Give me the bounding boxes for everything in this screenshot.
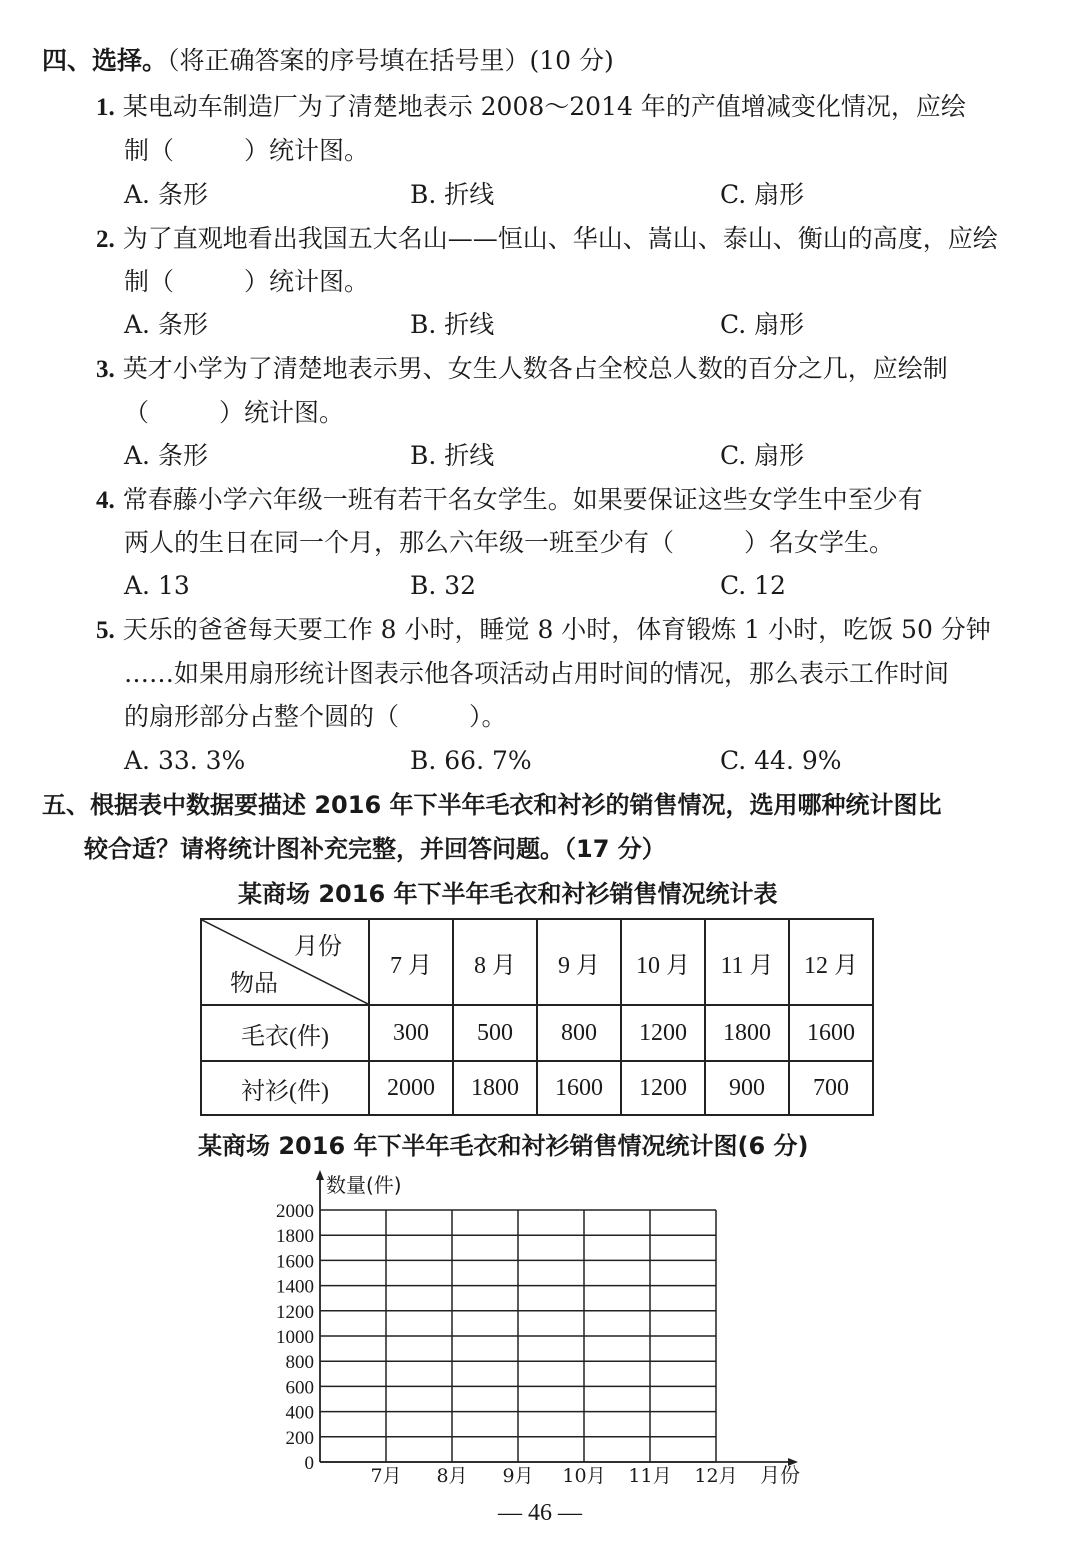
section5-heading: 五、根据表中数据要描述 2016 年下半年毛衣和衬衫的销售情况，选用哪种统计图比: [42, 791, 942, 819]
table-cell: 500: [453, 1005, 537, 1061]
q3-line2: [124, 396, 344, 430]
q5-line1: [96, 613, 991, 648]
q5-line3: [124, 700, 507, 734]
q1-option-c[interactable]: C. 扇形: [720, 180, 805, 209]
page-number: — 46 —: [498, 1500, 582, 1526]
table-cell: 1800: [705, 1005, 789, 1061]
q1-line2: [124, 134, 369, 168]
q3-option-b[interactable]: B. 折线: [410, 441, 495, 470]
x-tick-label: 9月: [502, 1465, 534, 1487]
table-cell: 1600: [537, 1061, 621, 1115]
q2-text: 为了直观地看出我国五大名山——恒山、华山、嵩山、泰山、衡山的高度，应绘: [122, 224, 998, 253]
y-tick-label: 400: [285, 1402, 314, 1424]
table-cell: 1200: [621, 1005, 705, 1061]
q2-text-a: 制（: [124, 267, 175, 296]
table-cell: 1200: [621, 1061, 705, 1115]
x-tick-label: 11月: [628, 1465, 672, 1487]
y-tick-label: 1800: [276, 1226, 314, 1248]
table-cell: 900: [705, 1061, 789, 1115]
q4-option-b[interactable]: B. 32: [410, 571, 477, 600]
table-row: [201, 1061, 873, 1115]
section4-heading: 四、选择。: [42, 46, 168, 75]
y-tick-label: 1600: [276, 1251, 314, 1273]
month-header-cell: 9 月: [537, 919, 621, 1005]
table-cell: 2000: [369, 1061, 453, 1115]
table-cell: 700: [789, 1061, 873, 1115]
section4-heading-line: [42, 44, 614, 78]
q5-option-a[interactable]: A. 33. 3%: [124, 746, 246, 775]
y-axis-label: 数量(件): [326, 1173, 402, 1197]
y-tick-label: 2000: [276, 1201, 314, 1222]
q4-text: 常春藤小学六年级一班有若干名女学生。如果要保证这些女学生中至少有: [122, 485, 923, 514]
y-tick-label: 1200: [276, 1301, 314, 1323]
table-header-row: [201, 919, 873, 1005]
x-tick-label: 12月: [694, 1465, 738, 1487]
month-header-cell: 12 月: [789, 919, 873, 1005]
q2-option-c[interactable]: C. 扇形: [720, 310, 805, 339]
corner-month-label: 月份: [294, 934, 342, 960]
q3-text-a: （: [124, 398, 150, 427]
q4-option-a[interactable]: A. 13: [124, 571, 190, 600]
q4-text-a: 两人的生日在同一个月，那么六年级一班至少有（: [124, 528, 675, 557]
q4-line1: [96, 483, 923, 518]
section5-heading-cont: 较合适？请将统计图补充完整，并回答问题。（17 分）: [84, 835, 666, 863]
q1-text-a: 制（: [124, 136, 175, 165]
q1-line1: [96, 90, 966, 125]
y-tick-label: 0: [304, 1453, 314, 1474]
table-cell: 800: [537, 1005, 621, 1061]
q3-number: 3.: [96, 356, 115, 383]
x-tick-label: 8月: [436, 1465, 468, 1487]
corner-item-label: 物品: [230, 971, 278, 997]
q4-number: 4.: [96, 487, 115, 514]
q4-text-b: ）名女学生。: [744, 528, 895, 557]
q3-text-b: ）统计图。: [219, 398, 345, 427]
q5-option-b[interactable]: B. 66. 7%: [410, 746, 532, 775]
q4-line2: [124, 526, 894, 560]
table-cell: 1600: [789, 1005, 873, 1061]
month-header-cell: 10 月: [621, 919, 705, 1005]
q5-option-c[interactable]: C. 44. 9%: [720, 746, 842, 775]
x-tick-label: 10月: [562, 1465, 606, 1487]
y-tick-label: 1400: [276, 1276, 314, 1298]
q2-line2: [124, 265, 369, 299]
table-row: [201, 1005, 873, 1061]
q5-line2: ……如果用扇形统计图表示他各项活动占用时间的情况，那么表示工作时间: [124, 659, 950, 688]
q1-text-b: ）统计图。: [244, 136, 370, 165]
x-axis-label: 月份: [760, 1463, 800, 1487]
q4-option-c[interactable]: C. 12: [720, 571, 786, 600]
table-cell: 300: [369, 1005, 453, 1061]
q3-text: 英才小学为了清楚地表示男、女生人数各占全校总人数的百分之几，应绘制: [122, 354, 948, 383]
y-axis-arrow: [316, 1170, 324, 1180]
corner-diagonal: [202, 920, 368, 1004]
table-title: 某商场 2016 年下半年毛衣和衬衫销售情况统计表: [238, 880, 778, 908]
q3-option-c[interactable]: C. 扇形: [720, 441, 805, 470]
q3-option-a[interactable]: A. 条形: [124, 441, 208, 470]
y-tick-label: 800: [285, 1352, 314, 1374]
q5-text: 天乐的爸爸每天要工作 8 小时，睡觉 8 小时，体育锻炼 1 小时，吃饭 50 分钟: [122, 615, 991, 644]
q2-text-b: ）统计图。: [244, 267, 370, 296]
q3-line1: [96, 352, 948, 387]
q2-line1: [96, 222, 998, 257]
q1-number: 1.: [96, 94, 115, 121]
row-label-cell: 毛衣(件): [201, 1005, 369, 1061]
table-corner-cell: [201, 919, 369, 1005]
y-tick-label: 1000: [276, 1327, 314, 1348]
q2-option-b[interactable]: B. 折线: [410, 310, 495, 339]
q1-option-a[interactable]: A. 条形: [124, 180, 208, 209]
q5-number: 5.: [96, 617, 115, 644]
table-cell: 1800: [453, 1061, 537, 1115]
row-label-cell: 衬衫(件): [201, 1061, 369, 1115]
y-tick-label: 200: [285, 1427, 314, 1449]
q2-option-a[interactable]: A. 条形: [124, 310, 208, 339]
sales-table: [200, 918, 874, 1116]
month-header-cell: 7 月: [369, 919, 453, 1005]
q2-number: 2.: [96, 226, 115, 253]
q5-text-a: 的扇形部分占整个圆的（: [124, 702, 400, 731]
q1-text: 某电动车制造厂为了清楚地表示 2008～2014 年的产值增减变化情况，应绘: [122, 92, 966, 121]
q1-option-b[interactable]: B. 折线: [410, 180, 495, 209]
section4-instruction: （将正确答案的序号填在括号里）(10 分): [167, 46, 614, 75]
month-header-cell: 8 月: [453, 919, 537, 1005]
chart-title: 某商场 2016 年下半年毛衣和衬衫销售情况统计图(6 分): [198, 1132, 809, 1160]
x-tick-label: 7月: [370, 1465, 402, 1487]
q5-text-b: ）。: [469, 702, 507, 731]
month-header-cell: 11 月: [705, 919, 789, 1005]
line-chart-grid[interactable]: [0, 1168, 1080, 1508]
y-tick-label: 600: [285, 1377, 314, 1399]
